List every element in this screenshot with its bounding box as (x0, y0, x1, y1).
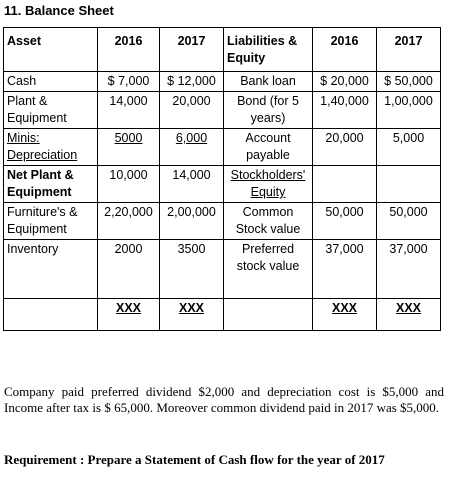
header-2016-assets: 2016 (98, 28, 160, 72)
cell-liability: Preferred stock value (224, 240, 313, 299)
cell-value: 14,000 (98, 92, 160, 129)
cell-value: 37,000 (377, 240, 441, 299)
cell-value: 5,000 (377, 129, 441, 166)
cell-value: 14,000 (160, 166, 224, 203)
cell-liability: Stockholders' Equity (224, 166, 313, 203)
cell-value (377, 166, 441, 203)
total-cell: XXX (313, 299, 377, 331)
cell-value: $ 12,000 (160, 72, 224, 92)
cell-value: 6,000 (160, 129, 224, 166)
header-asset: Asset (4, 28, 98, 72)
cell-asset: Inventory (4, 240, 98, 299)
cell-value: 20,000 (160, 92, 224, 129)
cell-asset: Cash (4, 72, 98, 92)
cell-asset: Minis: Depreciation (4, 129, 98, 166)
problem-paragraph: Company paid preferred dividend $2,000 and depreciation cost is $5,000 and Income after tax is $ 65,000. Moreover common dividend paid in 2017 was $5,000. (4, 384, 444, 415)
balance-sheet-table (3, 27, 441, 331)
table-row (4, 240, 441, 299)
header-2016-liabilities: 2016 (313, 28, 377, 72)
cell-value: 2000 (98, 240, 160, 299)
header-liabilities-equity: Liabilities & Equity (224, 28, 313, 72)
header-2017-liabilities: 2017 (377, 28, 441, 72)
cell-value: 2,00,000 (160, 203, 224, 240)
table-row (4, 129, 441, 166)
cell-value: 2,20,000 (98, 203, 160, 240)
total-cell (4, 299, 98, 331)
total-cell: XXX (377, 299, 441, 331)
cell-liability: Common Stock value (224, 203, 313, 240)
totals-row (4, 299, 441, 331)
cell-liability: Bond (for 5 years) (224, 92, 313, 129)
cell-value: 50,000 (377, 203, 441, 240)
cell-value: 10,000 (98, 166, 160, 203)
cell-value (313, 166, 377, 203)
table-row (4, 92, 441, 129)
cell-value: 3500 (160, 240, 224, 299)
cell-value: 20,000 (313, 129, 377, 166)
total-cell: XXX (160, 299, 224, 331)
header-row (4, 28, 441, 72)
cell-value: 1,40,000 (313, 92, 377, 129)
cell-value: $ 7,000 (98, 72, 160, 92)
header-2017-assets: 2017 (160, 28, 224, 72)
total-cell (224, 299, 313, 331)
section-heading: 11. Balance Sheet (4, 3, 114, 18)
cell-liability: Account payable (224, 129, 313, 166)
table-row (4, 166, 441, 203)
table-row (4, 72, 441, 92)
total-cell: XXX (98, 299, 160, 331)
cell-value: $ 50,000 (377, 72, 441, 92)
cell-value: 37,000 (313, 240, 377, 299)
table-row (4, 203, 441, 240)
cell-value: 1,00,000 (377, 92, 441, 129)
cell-value: $ 20,000 (313, 72, 377, 92)
cell-asset: Furniture's & Equipment (4, 203, 98, 240)
cell-value: 50,000 (313, 203, 377, 240)
cell-asset: Plant & Equipment (4, 92, 98, 129)
cell-liability: Bank loan (224, 72, 313, 92)
cell-value: 5000 (98, 129, 160, 166)
requirement-text: Requirement : Prepare a Statement of Cash flow for the year of 2017 (4, 452, 385, 467)
cell-asset: Net Plant & Equipment (4, 166, 98, 203)
